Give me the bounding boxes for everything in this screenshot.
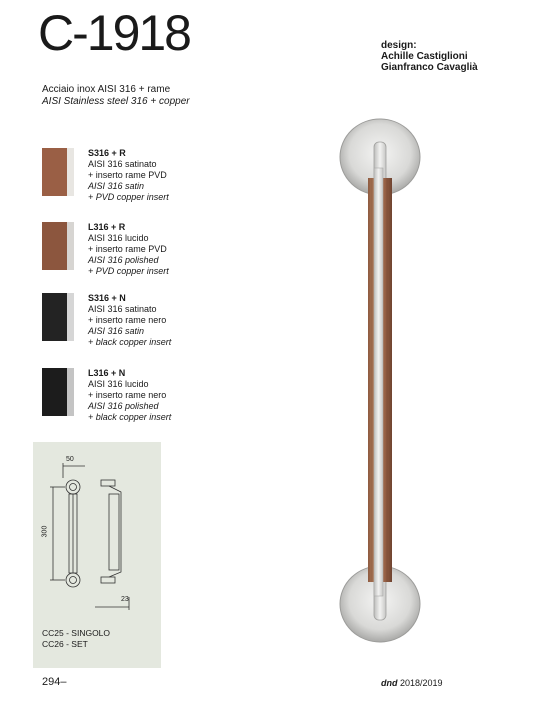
finish-swatch xyxy=(42,222,74,270)
finish-en: AISI 316 polished xyxy=(88,401,159,411)
designer-credits xyxy=(381,40,478,73)
finish-en: AISI 316 satin xyxy=(88,181,145,191)
finish-it: AISI 316 satinato xyxy=(88,304,157,314)
finish-code: L316 + N xyxy=(88,368,126,378)
finish-it: AISI 316 lucido xyxy=(88,233,149,243)
product-title: C-1918 xyxy=(38,5,190,61)
article-codes xyxy=(42,628,110,650)
finish-option xyxy=(42,148,202,206)
designer-name: Achille Castiglioni xyxy=(381,51,468,62)
product-photo xyxy=(330,112,440,652)
brand-name: dnd xyxy=(381,678,398,688)
finish-code: S316 + R xyxy=(88,148,126,158)
finish-code: S316 + N xyxy=(88,293,126,303)
finish-swatch xyxy=(42,368,74,416)
finish-option xyxy=(42,222,202,280)
material-it: Acciaio inox AISI 316 + rame xyxy=(42,84,171,95)
finish-option xyxy=(42,368,202,426)
catalog-years: 2018/2019 xyxy=(400,678,443,688)
finish-en: AISI 316 satin xyxy=(88,326,145,336)
dimension-depth: 23 xyxy=(121,596,129,603)
finish-en: + PVD copper insert xyxy=(88,192,169,202)
dimension-width: 50 xyxy=(66,456,74,463)
article-code: CC25 - SINGOLO xyxy=(42,628,111,638)
drawing-lines xyxy=(33,442,161,622)
finish-en: + black copper insert xyxy=(88,337,172,347)
finish-it: + inserto rame PVD xyxy=(88,244,167,254)
finish-swatch xyxy=(42,148,74,196)
material-en: AISI Stainless steel 316 + copper xyxy=(42,96,190,107)
page-number: 294– xyxy=(42,676,67,688)
finish-it: + inserto rame PVD xyxy=(88,170,167,180)
finish-it: AISI 316 lucido xyxy=(88,379,149,389)
finish-code: L316 + R xyxy=(88,222,126,232)
finish-swatch xyxy=(42,293,74,341)
finish-en: + black copper insert xyxy=(88,412,172,422)
material-description xyxy=(42,84,190,108)
finish-option xyxy=(42,293,202,351)
design-label: design: xyxy=(381,40,417,51)
finish-it: + inserto rame nero xyxy=(88,390,167,400)
finish-it: AISI 316 satinato xyxy=(88,159,157,169)
finish-it: + inserto rame nero xyxy=(88,315,167,325)
dimension-height: 300 xyxy=(41,525,49,538)
catalog-footer xyxy=(381,678,443,688)
designer-name: Gianfranco Cavaglià xyxy=(381,62,478,73)
finish-en: + PVD copper insert xyxy=(88,266,169,276)
finish-en: AISI 316 polished xyxy=(88,255,159,265)
steel-bar xyxy=(374,168,383,596)
technical-drawing xyxy=(33,442,161,668)
article-code: CC26 - SET xyxy=(42,639,88,649)
